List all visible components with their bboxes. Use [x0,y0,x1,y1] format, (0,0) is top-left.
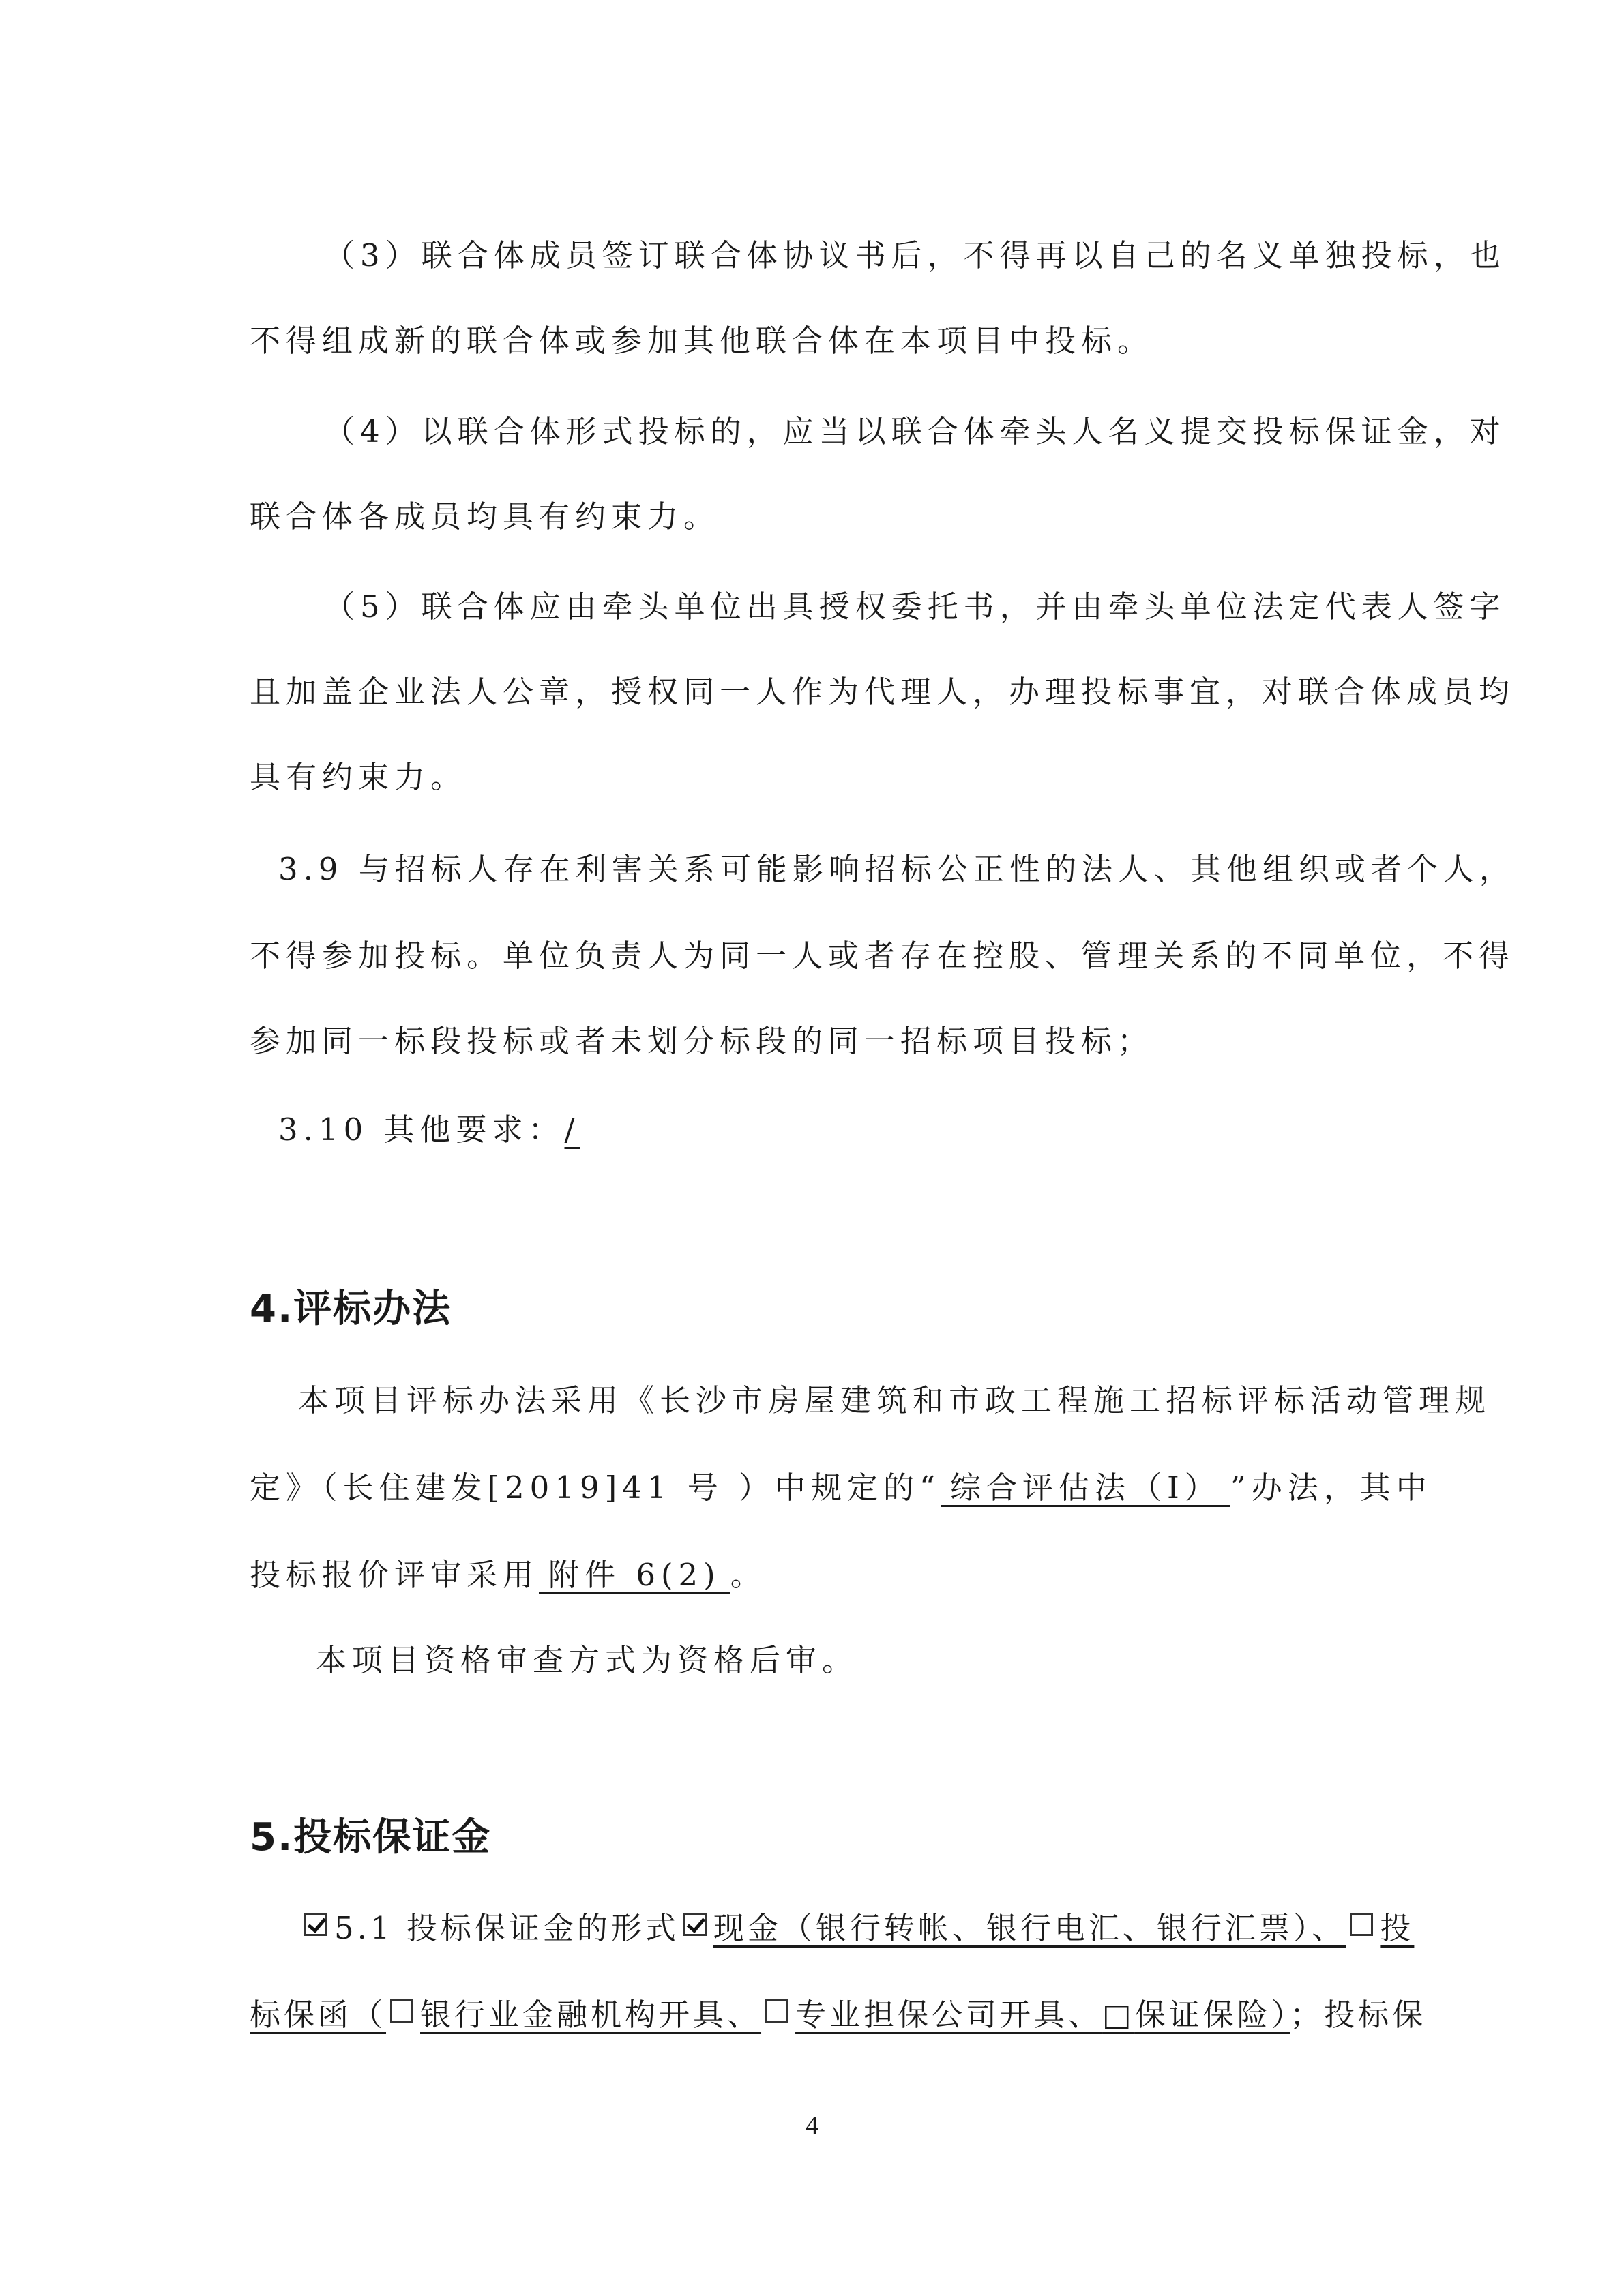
section-4-line2-post: ”办法，其中 [1230,1470,1432,1506]
clause-3-8-4-line1: （4）以联合体形式投标的，应当以联合体牵头人名义提交投标保证金，对 [324,413,1506,449]
company-option-label: 专业担保公司开具、 [795,1997,1103,2033]
evaluation-method-field: 综合评估法（Ⅰ） [941,1471,1230,1507]
section-4-heading: 4.评标办法 [250,1287,452,1331]
clause-3-10 [278,1109,1411,1150]
clause-3-10-label: 3.10 其他要求： [278,1112,565,1148]
section-5-line1 [300,1908,1432,1949]
section-4-line2-pre: 定》（长住建发[2019]41 号 ）中规定的“ [250,1470,941,1506]
cash-option-label: 现金（银行转帐、银行电汇、银行汇票）、 [713,1910,1346,1946]
section-4-line1: 本项目评标办法采用《长沙市房屋建筑和市政工程施工招标评标活动管理规 [298,1382,1492,1418]
clause-3-9-line1: 3.9 与招标人存在利害关系可能影响招标公正性的法人、其他组织或者个人， [278,851,1516,887]
checkbox-company-icon[interactable] [765,1999,788,2023]
guarantee-label: 标保函（ [250,1997,387,2033]
clause-3-8-3-line2: 不得组成新的联合体或参加其他联合体在本项目中投标。 [250,323,1154,359]
section-5-line2-tail: ；投标保 [1290,1997,1427,2033]
clause-3-8-5-line3: 具有约束力。 [250,759,467,795]
clause-3-9-line2: 不得参加投标。单位负责人为同一人或者存在控股、管理关系的不同单位，不得 [250,938,1516,974]
checkbox-cash-checked-icon[interactable] [683,1913,707,1936]
clause-3-8-5-line2: 且加盖企业法人公章，授权同一人作为代理人，办理投标事宜，对联合体成员均 [250,674,1516,710]
section-4-line2 [250,1467,1432,1508]
checkbox-5-1-checked-icon[interactable] [304,1913,327,1936]
clause-3-8-3-line1: （3）联合体成员签订联合体协议书后，不得再以自己的名义单独投标，也 [324,237,1506,273]
clause-3-8-5-line1: （5）联合体应由牵头单位出具授权委托书，并由牵头单位法定代表人签字 [324,588,1506,625]
section-4-line4: 本项目资格审查方式为资格后审。 [316,1642,859,1678]
price-review-annex-field: 附件 6(2) [539,1558,730,1594]
clause-3-9-line3: 参加同一标段投标或者未划分标段的同一招标项目投标； [250,1023,1154,1059]
checkbox-guarantee-icon[interactable] [1350,1913,1373,1936]
clause-3-8-4-line2: 联合体各成员均具有约束力。 [250,498,720,535]
page-number: 4 [806,2111,818,2140]
section-4-line3-pre: 投标报价评审采用 [250,1557,540,1593]
section-4-line3-post: 。 [730,1557,767,1593]
bank-option-label: 银行业金融机构开具、 [420,1997,762,2033]
insurance-option-label: 保证保险） [1134,1997,1290,2033]
section-5-line2 [250,1995,1427,2036]
checkbox-insurance-icon[interactable]: □ [1102,1997,1135,2033]
section-5-heading: 5.投标保证金 [250,1815,492,1860]
section-4-line3 [250,1555,1382,1596]
clause-3-10-value: / [564,1112,580,1148]
checkbox-bank-icon[interactable] [390,1999,413,2023]
section-5-1-label: 5.1 投标保证金的形式 [334,1910,679,1946]
guarantee-start-label: 投 [1380,1910,1415,1946]
